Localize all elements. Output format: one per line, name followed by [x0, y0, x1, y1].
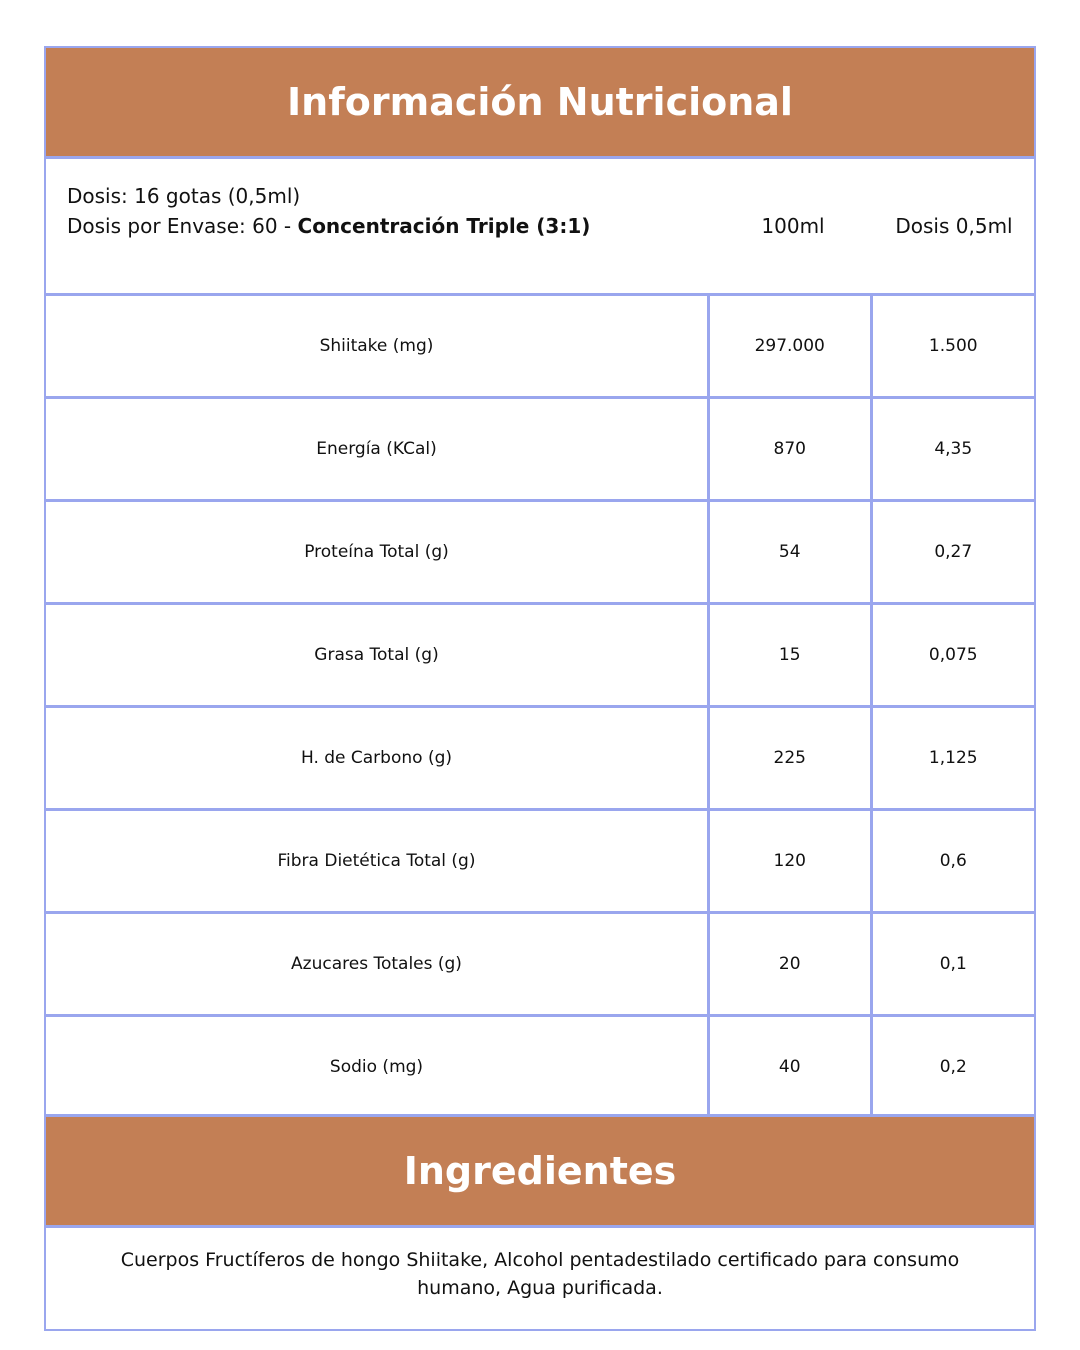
- nutrient-name: Sodio (mg): [46, 1017, 710, 1117]
- ingredients-title: Ingredientes: [403, 1149, 677, 1193]
- ingredients-header: [46, 1114, 1034, 1228]
- table-row: [46, 811, 1034, 914]
- value-dose: 0,075: [928, 645, 978, 665]
- value-dose: 1.500: [928, 336, 978, 356]
- table-row: [46, 399, 1034, 502]
- value-dose: 0,1: [939, 954, 967, 974]
- dose-line: Dosis: 16 gotas (0,5ml): [67, 184, 301, 208]
- value-dose: 0,6: [939, 851, 967, 871]
- nutrient-name: Energía (KCal): [46, 399, 710, 499]
- ingredients-text: Cuerpos Fructíferos de hongo Shiitake, Alcohol pentadestilado certificado para consumo humano, Agua purificada.: [120, 1249, 960, 1299]
- nutrition-table: [46, 296, 1034, 1117]
- column-header-100ml: 100ml: [761, 214, 825, 238]
- table-row: [46, 502, 1034, 605]
- table-row: [46, 296, 1034, 399]
- value-100ml: 225: [710, 708, 873, 808]
- nutrient-name: H. de Carbono (g): [46, 708, 710, 808]
- column-header-dose: Dosis 0,5ml: [895, 214, 1013, 238]
- value-100ml: 20: [710, 914, 873, 1014]
- nutrient-name: Azucares Totales (g): [46, 914, 710, 1014]
- value-100ml: 120: [710, 811, 873, 911]
- value-dose: 0,27: [934, 542, 973, 562]
- value-dose: 1,125: [928, 748, 978, 768]
- serving-info: [46, 159, 1034, 296]
- value-100ml: 40: [710, 1017, 873, 1117]
- per-container-text: Dosis por Envase: 60 -: [67, 214, 298, 238]
- table-row: [46, 914, 1034, 1017]
- value-100ml: 15: [710, 605, 873, 705]
- nutrition-panel: [44, 46, 1036, 1331]
- table-row: [46, 605, 1034, 708]
- nutrient-name: Proteína Total (g): [46, 502, 710, 602]
- value-dose: 4,35: [934, 439, 973, 459]
- table-row: [46, 708, 1034, 811]
- per-container-line: [67, 214, 590, 238]
- value-dose: 0,2: [939, 1057, 967, 1077]
- nutrition-header: [46, 48, 1034, 159]
- nutrient-name: Grasa Total (g): [46, 605, 710, 705]
- value-100ml: 54: [710, 502, 873, 602]
- value-100ml: 870: [710, 399, 873, 499]
- nutrient-name: Fibra Dietética Total (g): [46, 811, 710, 911]
- nutrient-name: Shiitake (mg): [46, 296, 710, 396]
- table-row: [46, 1017, 1034, 1117]
- nutrition-title: Información Nutricional: [287, 80, 793, 124]
- concentration-label: Concentración Triple (3:1): [297, 214, 591, 238]
- value-100ml: 297.000: [710, 296, 873, 396]
